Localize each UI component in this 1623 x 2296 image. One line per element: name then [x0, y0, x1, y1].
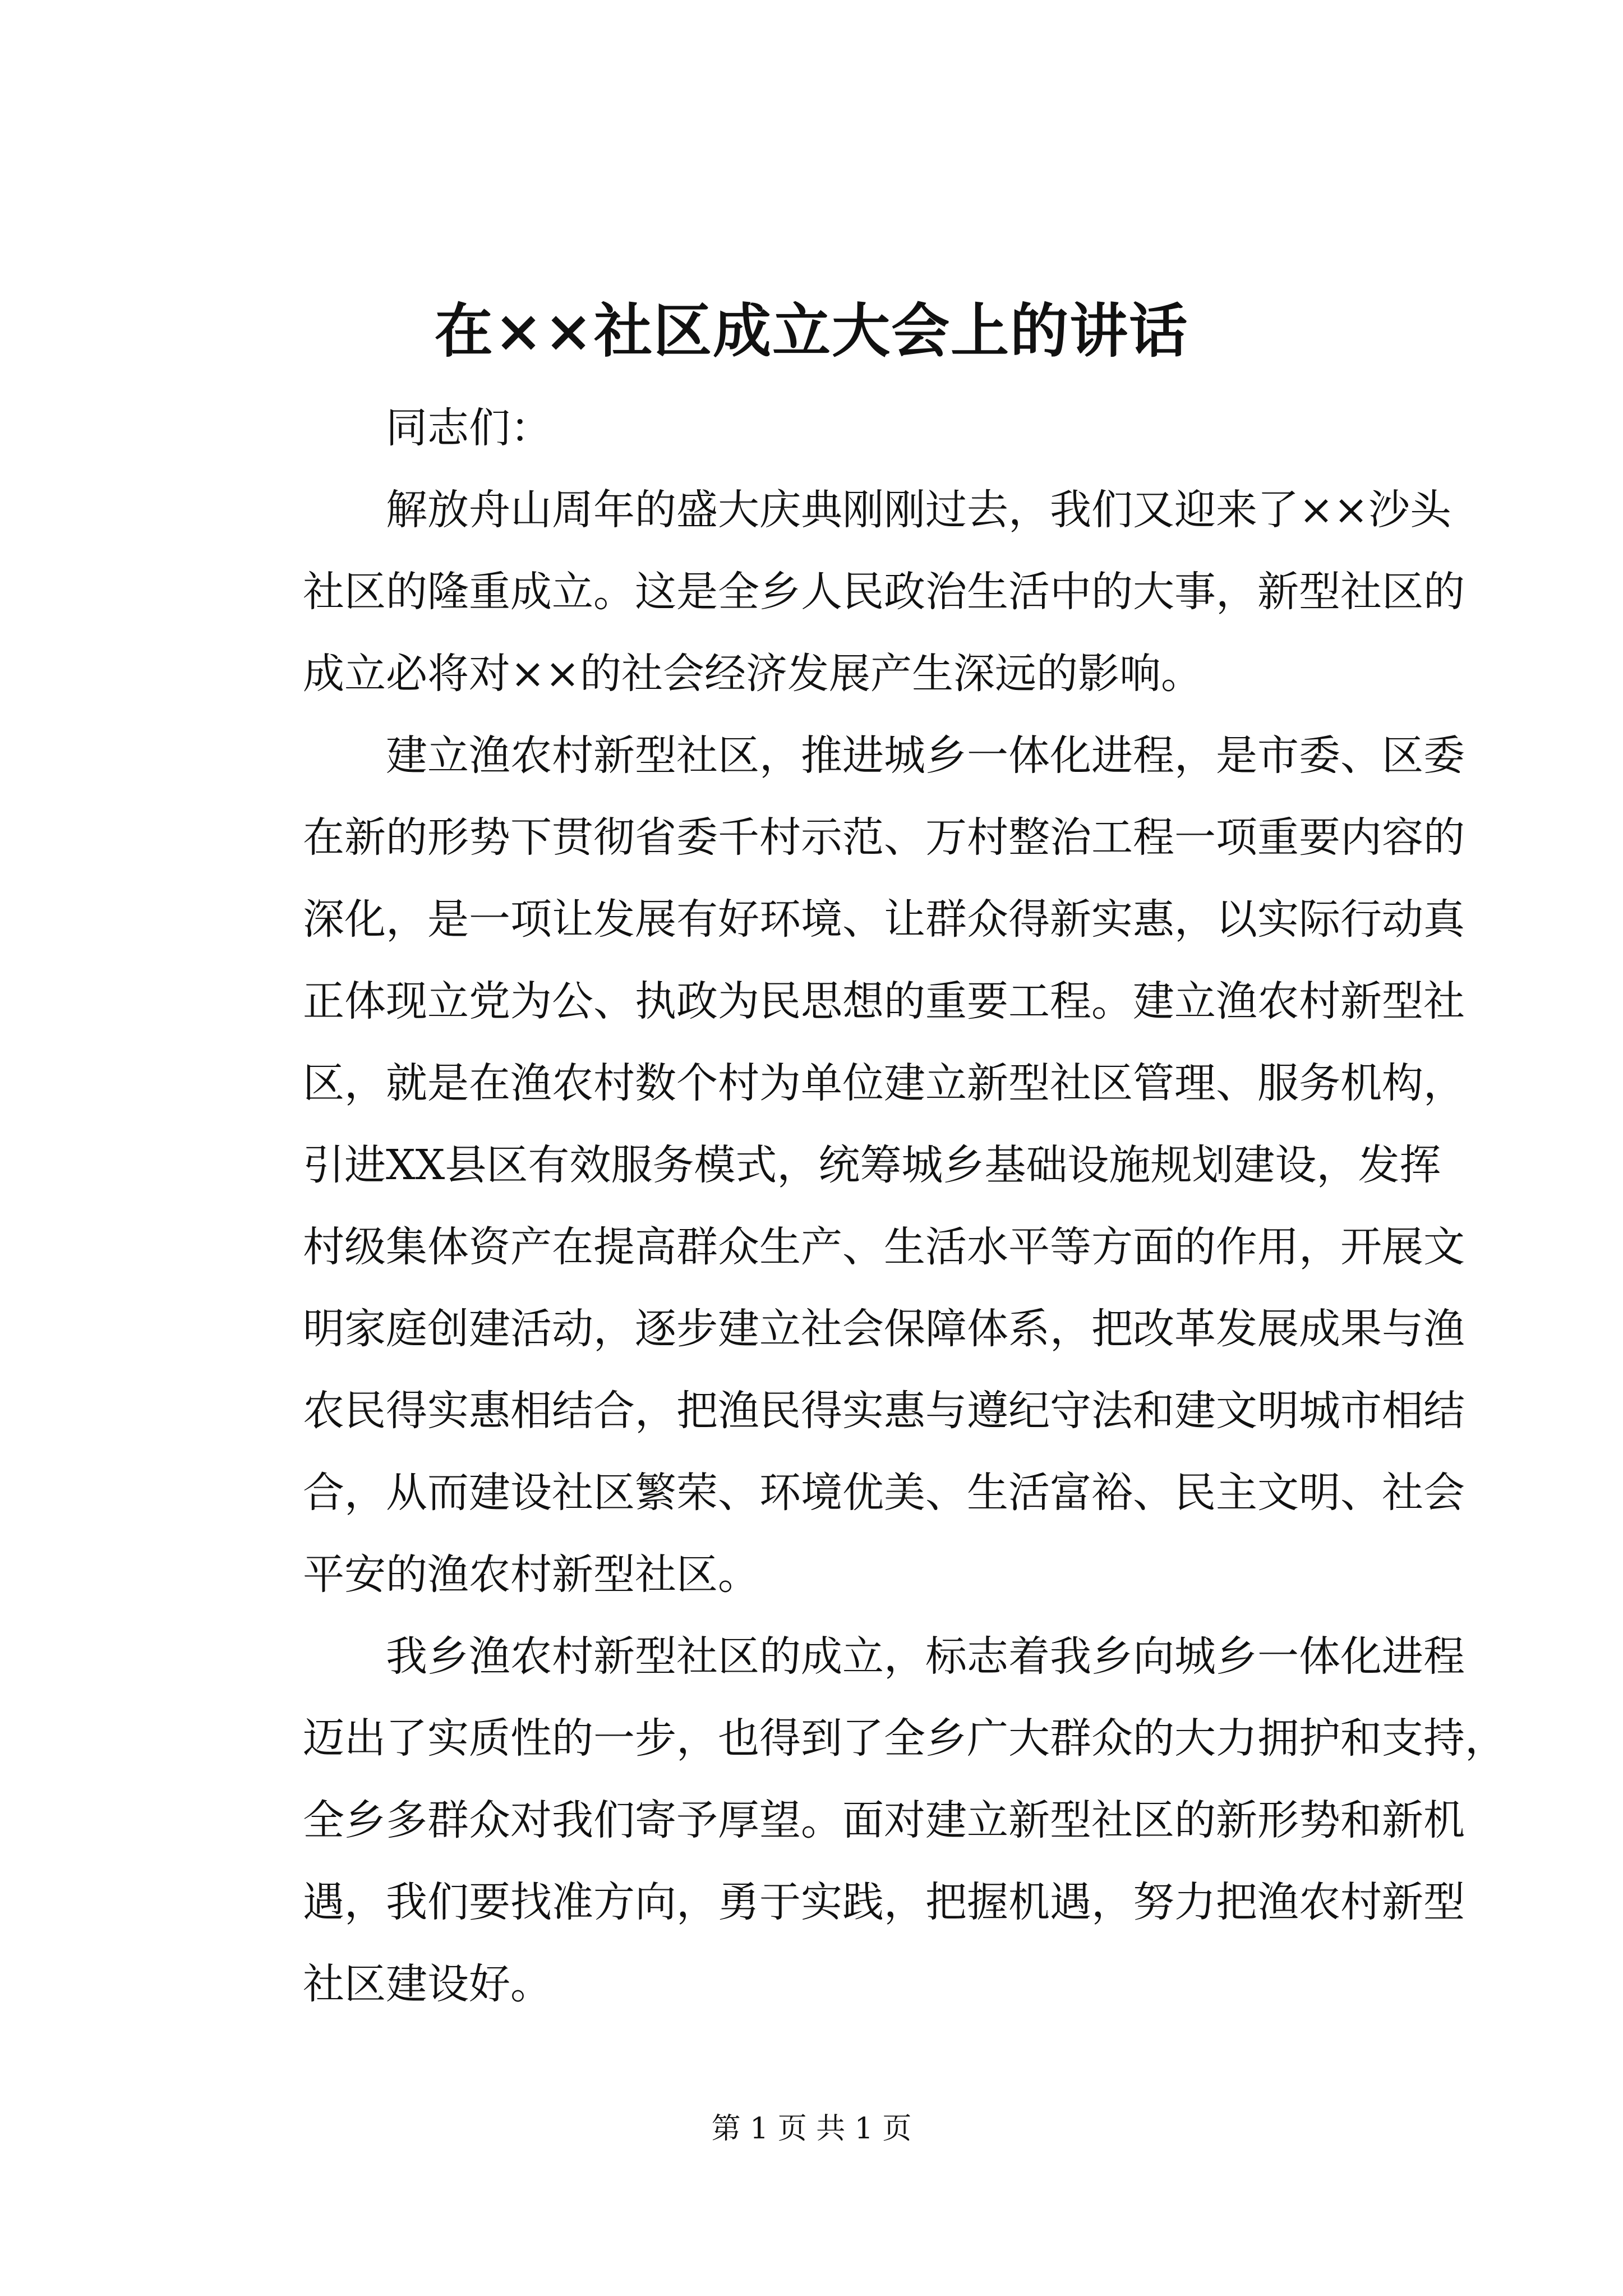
- paragraph-line: 我乡渔农村新型社区的成立，标志着我乡向城乡一体化进程: [386, 1632, 1465, 1681]
- paragraph-line: 村级集体资产在提高群众生产、生活水平等方面的作用，开展文: [303, 1223, 1465, 1271]
- document-body: [303, 387, 1506, 2025]
- paragraph-2: [303, 715, 1465, 1616]
- paragraph-line: 解放舟山周年的盛大庆典刚刚过去，我们又迎来了××沙头: [386, 486, 1452, 534]
- paragraph-line: 迈出了实质性的一步，也得到了全乡广大群众的大力拥护和支持，: [303, 1714, 1506, 1763]
- document-title: 在××社区成立大会上的讲话: [434, 296, 1189, 365]
- paragraph-line: 合，从而建设社区繁荣、环境优美、生活富裕、民主文明、社会: [303, 1469, 1465, 1517]
- page-footer: 第 1 页 共 1 页: [711, 2112, 912, 2146]
- paragraph-line: 平安的渔农村新型社区。: [303, 1550, 759, 1599]
- paragraph-line: 社区建设好。: [303, 1960, 552, 2008]
- paragraph-line: 建立渔农村新型社区，推进城乡一体化进程，是市委、区委: [386, 731, 1465, 780]
- paragraph-line: 农民得实惠相结合，把渔民得实惠与遵纪守法和建文明城市相结: [303, 1387, 1465, 1435]
- paragraph-line: 全乡多群众对我们寄予厚望。面对建立新型社区的新形势和新机: [303, 1796, 1465, 1844]
- greeting: 同志们：: [386, 404, 552, 452]
- paragraph-line: 遇，我们要找准方向，勇于实践，把握机遇，努力把渔农村新型: [303, 1878, 1465, 1926]
- paragraph-3: [303, 1616, 1506, 2025]
- paragraph-line: 社区的隆重成立。这是全乡人民政治生活中的大事，新型社区的: [303, 568, 1465, 616]
- paragraph-line: 引进XX县区有效服务模式，统筹城乡基础设施规划建设，发挥: [303, 1141, 1441, 1189]
- paragraph-1: [303, 469, 1465, 715]
- paragraph-line: 在新的形势下贯彻省委千村示范、万村整治工程一项重要内容的: [303, 813, 1465, 862]
- paragraph-line: 区，就是在渔农村数个村为单位建立新型社区管理、服务机构，: [303, 1059, 1465, 1107]
- paragraph-line: 正体现立党为公、执政为民思想的重要工程。建立渔农村新型社: [303, 977, 1465, 1025]
- paragraph-line: 明家庭创建活动，逐步建立社会保障体系，把改革发展成果与渔: [303, 1305, 1465, 1353]
- paragraph-line: 深化，是一项让发展有好环境、让群众得新实惠，以实际行动真: [303, 895, 1465, 944]
- paragraph-line: 成立必将对××的社会经济发展产生深远的影响。: [303, 650, 1203, 698]
